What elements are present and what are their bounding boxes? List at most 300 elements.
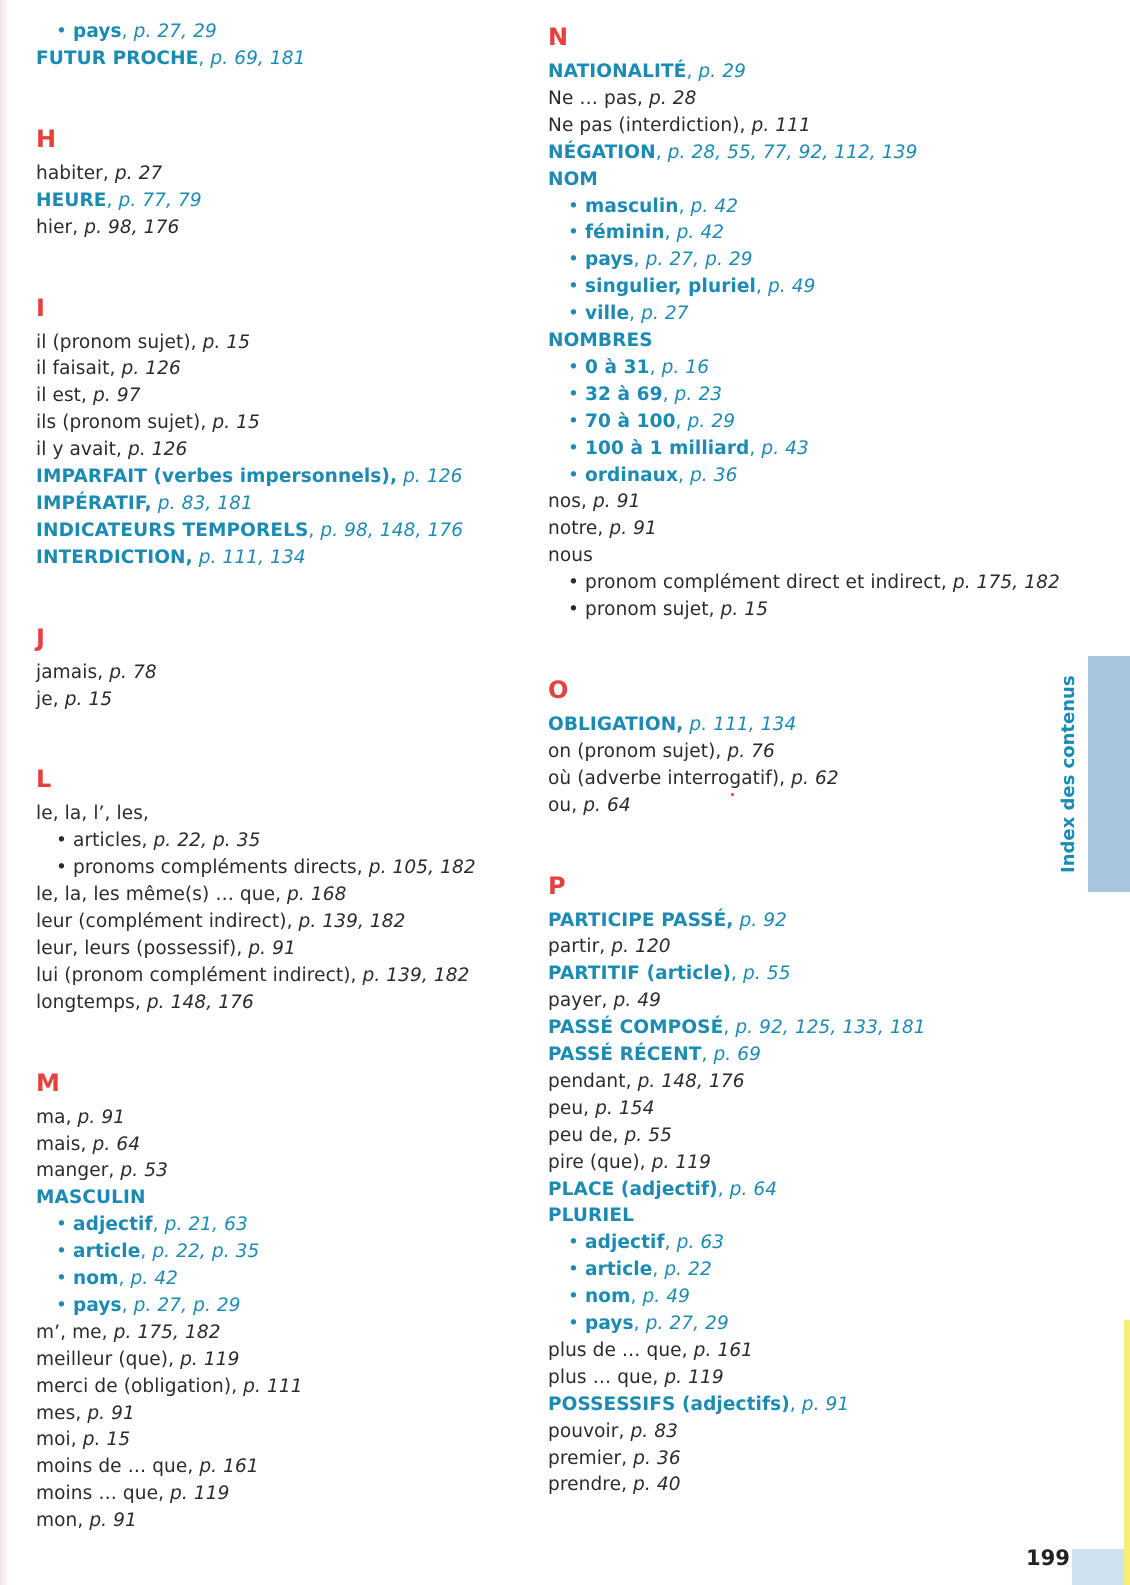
letter-heading: L <box>36 765 52 794</box>
entry-term: 0 à 31 <box>585 356 650 378</box>
entry-page-ref: p. 15 <box>720 599 769 620</box>
entry-separator: , <box>655 141 668 163</box>
entry-page-ref: p. 91 <box>77 1106 126 1128</box>
entry-page-ref: p. 29 <box>687 410 736 432</box>
bullet-icon: • <box>56 1294 68 1316</box>
entry-page-ref: p. 49 <box>642 1286 690 1308</box>
entry-separator: , <box>789 1393 802 1415</box>
entry-term: pouvoir <box>548 1420 619 1442</box>
index-entry <box>36 659 157 686</box>
entry-page-ref: p. 27, p. 29 <box>133 1294 241 1316</box>
index-entry <box>36 1453 259 1480</box>
entry-page-ref: p. 62 <box>791 767 839 789</box>
entry-page-ref: p. 15 <box>202 331 251 353</box>
entry-separator: , <box>198 47 211 69</box>
entry-term: Ne pas (interdiction) <box>548 114 740 136</box>
index-subentry <box>548 1310 729 1337</box>
entry-term: moins de … que <box>36 1456 188 1478</box>
entry-term: leur, leurs (possessif) <box>36 937 237 959</box>
index-subentry <box>548 569 1060 596</box>
entry-page-ref: p. 175, 182 <box>113 1321 221 1343</box>
entry-separator: , <box>116 439 128 461</box>
entry-separator: , <box>601 990 614 1012</box>
entry-separator: , <box>715 740 728 762</box>
section-tab-label: Index des contenus <box>1058 675 1079 873</box>
index-entry <box>36 409 260 436</box>
index-entry <box>36 1319 221 1346</box>
bullet-icon: • <box>568 383 580 405</box>
entry-page-ref: p. 22, p. 35 <box>153 830 261 852</box>
index-subentry <box>548 1256 712 1283</box>
index-entry <box>36 962 470 989</box>
entry-page-ref: p. 91 <box>801 1393 850 1415</box>
entry-separator: , <box>231 1375 244 1397</box>
entry-page-ref: p. 154 <box>595 1097 655 1119</box>
entry-term: OBLIGATION, <box>548 713 684 735</box>
letter-heading: N <box>548 23 569 51</box>
entry-term: INDICATEURS TEMPORELS <box>36 519 309 541</box>
page-number-box <box>1072 1549 1130 1585</box>
entry-separator: , <box>664 222 677 244</box>
entry-term: ordinaux <box>585 464 678 486</box>
entry-separator: , <box>106 189 119 211</box>
entry-page-ref: p. 111, 134 <box>198 546 306 568</box>
entry-term: PASSÉ RÉCENT <box>548 1044 702 1065</box>
entry-term: NÉGATION <box>548 141 656 163</box>
entry-term: il y avait <box>36 439 117 461</box>
entry-term: pronom sujet <box>585 599 709 620</box>
entry-term: NOM <box>548 168 598 190</box>
entry-separator: , <box>597 518 610 540</box>
entry-separator: , <box>739 114 752 136</box>
index-entry <box>36 329 250 356</box>
entry-page-ref: p. 69, 181 <box>210 47 306 69</box>
entry-term: NOMBRES <box>548 330 653 351</box>
entry-page-ref: p. 69 <box>713 1044 761 1065</box>
entry-term: nos <box>548 491 581 513</box>
index-subentry <box>548 381 722 408</box>
entry-separator: , <box>652 1366 665 1388</box>
entry-term: prendre <box>548 1474 622 1496</box>
bullet-icon: • <box>568 276 580 298</box>
index-entry <box>36 517 463 544</box>
entry-page-ref: p. 92 <box>739 909 787 931</box>
entry-term: moi <box>36 1429 71 1451</box>
entry-separator: , <box>731 963 744 985</box>
index-entry <box>548 765 839 792</box>
entry-page-ref: p. 119 <box>651 1151 712 1173</box>
entry-term: pays <box>73 1294 122 1316</box>
entry-separator: , <box>625 1070 638 1092</box>
entry-separator: , <box>158 1483 171 1505</box>
index-entry <box>36 1131 140 1158</box>
index-entry <box>36 908 406 935</box>
page-edge <box>0 0 10 1585</box>
entry-term: plus de … que <box>548 1339 682 1361</box>
index-subentry <box>548 1283 690 1310</box>
index-entry <box>548 1471 681 1498</box>
index-entry <box>548 1122 672 1149</box>
entry-page-ref: p. 36 <box>689 464 738 486</box>
index-entry <box>548 166 598 193</box>
entry-page-ref: p. 119 <box>170 1483 230 1505</box>
entry-page-ref: p. 27, p. 29 <box>645 249 753 271</box>
index-subentry <box>548 273 815 300</box>
entry-page-ref: p. 27, 29 <box>645 1313 729 1334</box>
entry-separator: , <box>571 794 584 816</box>
entry-page-ref: p. 49 <box>767 276 816 298</box>
entry-separator: , <box>755 276 768 298</box>
index-entry <box>548 960 791 987</box>
entry-term: peu de <box>548 1124 613 1146</box>
entry-term: PARTITIF (article) <box>548 963 732 985</box>
entry-separator: , <box>236 937 249 959</box>
index-entry <box>36 1104 125 1131</box>
bullet-icon: • <box>56 857 68 879</box>
entry-separator: , <box>77 1510 90 1532</box>
index-entry <box>548 1445 681 1472</box>
index-subentry <box>548 1229 724 1256</box>
entry-page-ref: p. 63 <box>676 1232 725 1254</box>
entry-term: ville <box>585 303 630 325</box>
letter-heading: P <box>548 871 566 900</box>
entry-separator: , <box>630 1286 643 1308</box>
entry-separator: , <box>639 1151 652 1173</box>
index-entry <box>36 544 306 571</box>
index-entry <box>36 45 306 72</box>
page-number: 199 <box>1026 1546 1070 1570</box>
bullet-icon: • <box>568 1259 580 1281</box>
entry-page-ref: p. 22 <box>664 1259 712 1281</box>
bullet-icon: • <box>568 249 580 271</box>
entry-page-ref: p. 91 <box>87 1402 135 1424</box>
index-entry <box>36 355 181 382</box>
entry-term: leur (complément indirect) <box>36 911 287 932</box>
index-entry <box>548 1176 777 1203</box>
entry-page-ref: p. 161 <box>693 1339 754 1361</box>
entry-term: pire (que) <box>548 1151 640 1173</box>
entry-separator: , <box>65 1106 78 1128</box>
entry-separator: , <box>102 162 115 184</box>
index-entry <box>548 58 746 85</box>
entry-page-ref: p. 21, 63 <box>164 1214 248 1236</box>
index-entry <box>36 463 463 490</box>
index-entry <box>548 515 657 542</box>
entry-separator: , <box>678 195 691 217</box>
index-entry <box>548 987 661 1014</box>
entry-page-ref: p. 91 <box>592 491 641 513</box>
index-entry <box>36 686 112 713</box>
index-entry <box>36 935 296 962</box>
entry-term: partir <box>548 936 600 958</box>
entry-term: pronom complément direct et indirect <box>585 572 941 594</box>
entry-separator: , <box>118 1268 131 1289</box>
entry-page-ref: p. 83, 181 <box>157 492 253 514</box>
entry-separator: , <box>109 358 122 380</box>
bullet-icon: • <box>568 437 580 459</box>
letter-heading: O <box>548 675 569 704</box>
entry-separator: , <box>621 1474 634 1496</box>
index-entry <box>548 738 775 765</box>
entry-separator: , <box>52 688 65 710</box>
entry-page-ref: p. 139, 182 <box>298 911 406 932</box>
entry-term: pronoms compléments directs <box>73 857 357 879</box>
entry-term: MASCULIN <box>36 1187 146 1209</box>
index-entry <box>36 382 141 409</box>
entry-page-ref: p. 126 <box>127 439 188 461</box>
entry-separator: , <box>612 1124 625 1146</box>
bullet-icon: • <box>568 599 580 620</box>
index-entry <box>36 214 179 241</box>
index-entry <box>36 989 254 1016</box>
entry-separator: , <box>633 249 646 271</box>
entry-term: singulier, pluriel <box>585 276 756 298</box>
index-entry <box>36 1426 130 1453</box>
index-entry <box>548 1149 711 1176</box>
entry-page-ref: p. 28, 55, 77, 92, 112, 139 <box>667 141 918 163</box>
entry-term: ma <box>36 1106 66 1128</box>
entry-term: nom <box>73 1268 119 1289</box>
entry-separator: , <box>675 410 688 432</box>
entry-term: moins … que <box>36 1483 159 1505</box>
entry-page-ref: p. 126 <box>121 358 181 380</box>
entry-term: 100 à 1 milliard <box>585 437 750 459</box>
entry-page-ref: p. 161 <box>199 1456 259 1478</box>
entry-term: m’, me <box>36 1321 102 1343</box>
entry-term: longtemps <box>36 991 135 1013</box>
entry-term: 32 à 69 <box>585 383 663 405</box>
entry-separator: , <box>599 936 612 958</box>
bullet-icon: • <box>56 1214 68 1236</box>
entry-term: lui (pronom complément indirect) <box>36 964 351 986</box>
entry-separator: , <box>618 1420 631 1442</box>
index-entry <box>548 112 811 139</box>
entry-page-ref: p. 119 <box>180 1348 240 1370</box>
entry-separator: , <box>637 87 649 109</box>
entry-page-ref: p. 97 <box>93 385 141 407</box>
entry-term: on (pronom sujet) <box>548 740 716 762</box>
index-subentry <box>36 1211 248 1238</box>
entry-term: nom <box>585 1286 631 1308</box>
entry-page-ref: p. 148, 176 <box>146 991 254 1013</box>
entry-page-ref: p. 64 <box>583 794 631 816</box>
entry-term: PARTICIPE PASSÉ, <box>548 909 734 931</box>
index-subentry <box>548 246 753 273</box>
index-subentry <box>36 827 261 854</box>
entry-separator: , <box>70 1429 83 1451</box>
entry-page-ref: p. 91 <box>248 937 296 959</box>
entry-term: féminin <box>585 222 665 244</box>
bullet-icon: • <box>568 1286 580 1308</box>
index-entry <box>548 1014 926 1041</box>
entry-page-ref: p. 98, 176 <box>84 216 180 238</box>
index-subentry <box>36 854 476 881</box>
entry-page-ref: p. 42 <box>130 1268 178 1289</box>
letter-heading: J <box>36 623 45 652</box>
index-entry <box>548 933 671 960</box>
entry-separator: , <box>275 884 288 906</box>
bullet-icon: • <box>568 410 580 432</box>
entry-separator: , <box>141 830 154 852</box>
entry-page-ref: p. 78 <box>109 661 157 683</box>
entry-separator: , <box>649 356 662 378</box>
entry-term: mais <box>36 1133 81 1155</box>
entry-separator: , <box>168 1348 181 1370</box>
entry-separator: , <box>350 964 363 986</box>
entry-term: plus … que <box>548 1366 653 1388</box>
entry-separator: , <box>583 1097 596 1119</box>
index-entry <box>36 1346 240 1373</box>
entry-term: le, la, l’, les, <box>36 803 149 825</box>
letter-heading: I <box>36 293 45 322</box>
entry-page-ref: p. 15 <box>64 688 113 710</box>
index-subentry <box>548 596 768 623</box>
entry-separator: , <box>621 1447 634 1469</box>
entry-page-ref: p. 28 <box>648 87 697 109</box>
entry-term: jamais <box>36 661 98 683</box>
entry-term: IMPARFAIT (verbes impersonnels), <box>36 466 398 487</box>
entry-term: pays <box>585 249 634 271</box>
index-entry <box>548 85 697 112</box>
bullet-icon: • <box>568 1232 580 1254</box>
index-entry <box>548 1095 655 1122</box>
entry-page-ref: p. 43 <box>761 437 809 459</box>
entry-page-ref: p. 49 <box>613 990 662 1012</box>
entry-page-ref: p. 92, 125, 133, 181 <box>735 1017 926 1039</box>
index-entry <box>36 160 162 187</box>
entry-term: je <box>36 688 53 710</box>
entry-page-ref: p. 111 <box>751 114 811 136</box>
entry-separator: , <box>678 464 690 486</box>
entry-page-ref: p. 64 <box>92 1133 141 1155</box>
entry-term: articles <box>73 830 142 852</box>
index-entry <box>548 792 631 819</box>
entry-separator: , <box>708 599 721 620</box>
entry-separator: , <box>101 1321 114 1343</box>
letter-heading: M <box>36 1068 60 1097</box>
entry-page-ref: p. 27, 29 <box>133 21 217 42</box>
entry-term: pays <box>73 21 122 42</box>
entry-term: masculin <box>585 195 679 217</box>
index-subentry <box>548 462 738 489</box>
entry-page-ref: p. 98, 148, 176 <box>320 519 464 541</box>
entry-term: ils (pronom sujet) <box>36 412 201 434</box>
index-entry <box>548 327 653 354</box>
entry-separator: , <box>580 491 593 513</box>
index-entry <box>36 1184 146 1211</box>
section-tab <box>1088 656 1130 892</box>
entry-page-ref: p. 148, 176 <box>637 1070 745 1092</box>
index-entry <box>36 881 346 908</box>
entry-term: peu <box>548 1097 584 1119</box>
entry-separator: , <box>286 911 299 932</box>
entry-page-ref: p. 15 <box>82 1429 131 1451</box>
entry-term: meilleur (que) <box>36 1348 169 1370</box>
bullet-icon: • <box>568 1313 580 1334</box>
entry-separator: , <box>121 21 134 42</box>
entry-page-ref: p. 36 <box>633 1447 681 1469</box>
entry-separator: , <box>75 1402 88 1424</box>
entry-separator: , <box>723 1017 736 1039</box>
entry-page-ref: p. 111 <box>243 1375 303 1397</box>
entry-term: PLACE (adjectif) <box>548 1178 718 1200</box>
entry-separator: , <box>134 991 147 1013</box>
entry-separator: , <box>701 1044 714 1065</box>
index-entry <box>548 1041 761 1068</box>
entry-page-ref: p. 126 <box>403 466 463 487</box>
index-entry <box>548 1202 634 1229</box>
entry-page-ref: p. 22, p. 35 <box>152 1241 260 1263</box>
entry-page-ref: p. 119 <box>664 1366 724 1388</box>
entry-separator: , <box>308 519 321 541</box>
entry-term: PLURIEL <box>548 1205 634 1227</box>
entry-page-ref: p. 23 <box>674 383 723 405</box>
entry-page-ref: p. 105, 182 <box>368 857 476 879</box>
entry-term: HEURE <box>36 189 107 211</box>
index-entry <box>36 187 202 214</box>
letter-heading: H <box>36 124 57 153</box>
entry-term: Ne … pas <box>548 87 638 109</box>
entry-separator: , <box>140 1241 153 1263</box>
entry-term: pendant <box>548 1070 626 1092</box>
index-entry <box>548 907 787 934</box>
index-subentry <box>36 1292 241 1319</box>
entry-term: 70 à 100 <box>585 410 676 432</box>
entry-page-ref: p. 91 <box>89 1510 137 1532</box>
index-entry <box>548 1068 745 1095</box>
entry-page-ref: p. 29 <box>698 61 746 82</box>
index-subentry <box>548 193 738 220</box>
entry-term: PASSÉ COMPOSÉ <box>548 1017 724 1039</box>
bullet-icon: • <box>56 1268 68 1289</box>
entry-term: il (pronom sujet) <box>36 331 191 353</box>
entry-term: adjectif <box>73 1214 153 1236</box>
entry-page-ref: p. 139, 182 <box>362 964 470 986</box>
bullet-icon: • <box>568 222 580 244</box>
entry-separator: , <box>200 412 213 434</box>
index-subentry <box>548 219 724 246</box>
entry-page-ref: p. 91 <box>609 518 657 540</box>
index-entry <box>548 1418 678 1445</box>
entry-page-ref: p. 53 <box>120 1160 168 1182</box>
index-entry <box>36 490 253 517</box>
entry-term: merci de (obligation) <box>36 1375 232 1397</box>
entry-page-ref: p. 64 <box>729 1178 778 1200</box>
entry-term: payer <box>548 990 602 1012</box>
entry-separator: , <box>152 1214 165 1236</box>
entry-page-ref: p. 42 <box>676 222 725 244</box>
entry-page-ref: p. 27 <box>641 303 689 325</box>
entry-page-ref: p. 175, 182 <box>952 572 1060 594</box>
index-subentry <box>36 18 217 45</box>
entry-term: NATIONALITÉ <box>548 61 687 82</box>
entry-term: hier <box>36 216 73 238</box>
entry-separator: , <box>72 216 85 238</box>
bullet-icon: • <box>56 1241 68 1263</box>
entry-separator: , <box>652 1259 665 1281</box>
entry-separator: , <box>356 857 369 879</box>
index-entry <box>548 1391 849 1418</box>
entry-page-ref: p. 15 <box>212 412 260 434</box>
entry-separator: , <box>108 1160 121 1182</box>
index-entry <box>548 139 917 166</box>
index-entry <box>548 711 796 738</box>
entry-separator: , <box>662 383 675 405</box>
entry-term: il est <box>36 385 82 407</box>
bullet-icon: • <box>568 356 580 378</box>
entry-term: POSSESSIFS (adjectifs) <box>548 1393 790 1415</box>
entry-separator: , <box>717 1178 730 1200</box>
